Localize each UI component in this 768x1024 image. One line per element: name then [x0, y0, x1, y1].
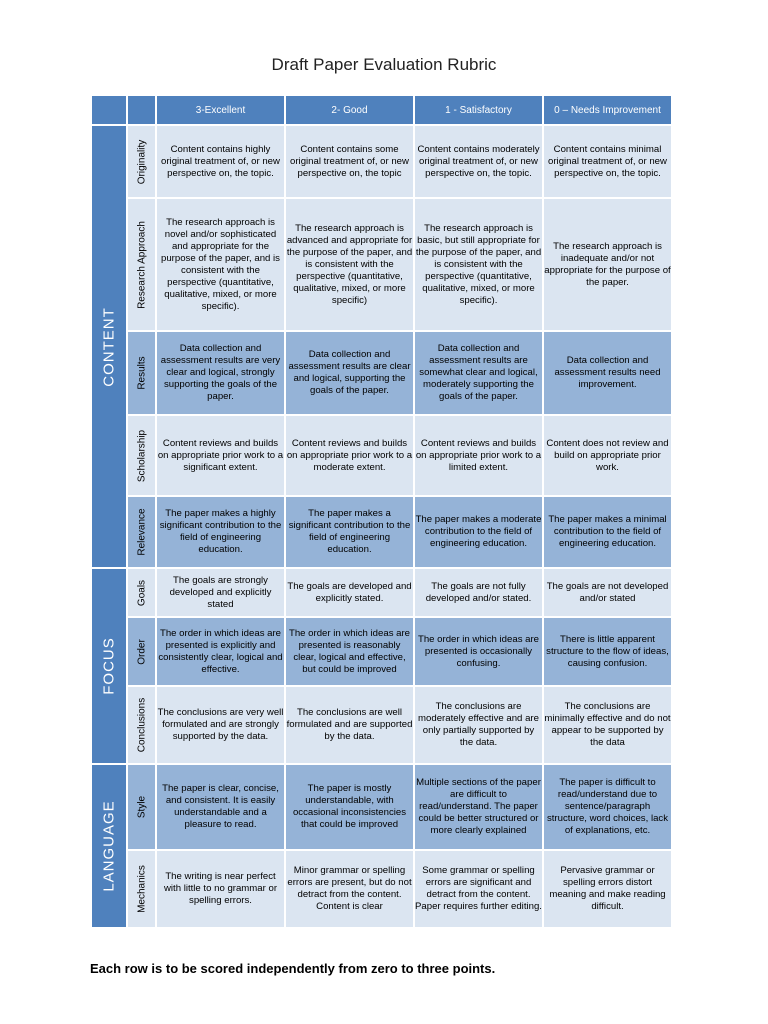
cell: The paper makes a significant contribution to the field of engineering education. — [286, 497, 413, 567]
group-content — [92, 126, 126, 567]
criterion-research-approach — [128, 199, 155, 330]
cell: The paper makes a moderate contribution to the field of engineering education. — [415, 497, 542, 567]
cell: The goals are not developed and/or stated — [544, 569, 671, 616]
cell: Minor grammar or spelling errors are present, but do not detract from the content. Content is clear — [286, 851, 413, 927]
row-goals — [92, 569, 671, 616]
rubric-table — [90, 94, 673, 929]
cell: The order in which ideas are presented is explicitly and consistently clear, logical and effective. — [157, 618, 284, 685]
cell: Data collection and assessment results are somewhat clear and logical, moderately supporting the goals of the paper. — [415, 332, 542, 414]
group-language — [92, 765, 126, 927]
cell: The order in which ideas are presented is occasionally confusing. — [415, 618, 542, 685]
group-label: LANGUAGE — [100, 800, 118, 892]
cell: Pervasive grammar or spelling errors distort meaning and make reading difficult. — [544, 851, 671, 927]
header-row — [92, 96, 671, 124]
cell: The conclusions are moderately effective and are only partially supported by the data. — [415, 687, 542, 763]
criterion-label: Mechanics — [136, 865, 147, 913]
criterion-relevance — [128, 497, 155, 567]
row-research-approach — [92, 199, 671, 330]
cell: The goals are strongly developed and explicitly stated — [157, 569, 284, 616]
page-title: Draft Paper Evaluation Rubric — [271, 55, 497, 74]
row-results — [92, 332, 671, 414]
header-corner-group — [92, 96, 126, 124]
criterion-label: Order — [136, 638, 147, 665]
scoring-note: Each row is to be scored independently from zero to three points. — [90, 961, 496, 976]
header-good: 2- Good — [286, 96, 413, 124]
criterion-scholarship — [128, 416, 155, 495]
cell: There is little apparent structure to the flow of ideas, causing confusion. — [544, 618, 671, 685]
cell: The research approach is basic, but still appropriate for the purpose of the paper, and is consistent with the perspective (quantitative, qualitative, mixed, or more specific). — [415, 199, 542, 330]
cell: The research approach is novel and/or sophisticated and appropriate for the purpose of the paper, and is consistent with the perspective (quantitative, qualitative, mixed, or more specific). — [157, 199, 284, 330]
cell: The conclusions are minimally effective and do not appear to be supported by the data — [544, 687, 671, 763]
cell: The goals are not fully developed and/or stated. — [415, 569, 542, 616]
cell: Content contains moderately original treatment of, or new perspective on, the topic. — [415, 126, 542, 197]
criterion-label: Research Approach — [136, 220, 147, 309]
row-scholarship — [92, 416, 671, 495]
row-relevance — [92, 497, 671, 567]
criterion-label: Goals — [136, 579, 147, 606]
criterion-order — [128, 618, 155, 685]
cell: Data collection and assessment results are clear and logical, supporting the goals of the paper. — [286, 332, 413, 414]
cell: Content contains some original treatment of, or new perspective on, the topic — [286, 126, 413, 197]
criterion-results — [128, 332, 155, 414]
cell: Data collection and assessment results need improvement. — [544, 332, 671, 414]
criterion-originality — [128, 126, 155, 197]
row-style — [92, 765, 671, 849]
cell: The paper is difficult to read/understand due to sentence/paragraph structure, word choices, lack of explanations, etc. — [544, 765, 671, 849]
group-label: CONTENT — [100, 306, 118, 387]
cell: Content contains highly original treatment of, or new perspective on, the topic. — [157, 126, 284, 197]
header-needs-improvement: 0 – Needs Improvement — [544, 96, 671, 124]
cell: Content reviews and builds on appropriate prior work to a limited extent. — [415, 416, 542, 495]
criterion-style — [128, 765, 155, 849]
criterion-label: Scholarship — [136, 429, 147, 482]
header-corner-criterion — [128, 96, 155, 124]
criterion-label: Results — [136, 356, 147, 390]
cell: The paper is clear, concise, and consistent. It is easily understandable and a pleasure to read. — [157, 765, 284, 849]
row-originality — [92, 126, 671, 197]
cell: Content reviews and builds on appropriate prior work to a significant extent. — [157, 416, 284, 495]
cell: The conclusions are well formulated and are supported by the data. — [286, 687, 413, 763]
row-mechanics — [92, 851, 671, 927]
criterion-mechanics — [128, 851, 155, 927]
cell: The writing is near perfect with little to no grammar or spelling errors. — [157, 851, 284, 927]
group-label: FOCUS — [100, 637, 118, 695]
cell: Multiple sections of the paper are difficult to read/understand. The paper could be better structured or more clearly explained — [415, 765, 542, 849]
group-focus — [92, 569, 126, 763]
cell: The conclusions are very well formulated and are strongly supported by the data. — [157, 687, 284, 763]
cell: The order in which ideas are presented is reasonably clear, logical and effective, but could be improved — [286, 618, 413, 685]
cell: The paper makes a highly significant contribution to the field of engineering education. — [157, 497, 284, 567]
row-conclusions — [92, 687, 671, 763]
cell: Some grammar or spelling errors are significant and detract from the content. Paper requires further editing. — [415, 851, 542, 927]
cell: Content reviews and builds on appropriate prior work to a moderate extent. — [286, 416, 413, 495]
criterion-label: Originality — [136, 139, 147, 184]
criterion-label: Relevance — [136, 508, 147, 556]
criterion-conclusions — [128, 687, 155, 763]
cell: The paper is mostly understandable, with occasional inconsistencies that could be improved — [286, 765, 413, 849]
header-satisfactory: 1 - Satisfactory — [415, 96, 542, 124]
cell: Content does not review and build on appropriate prior work. — [544, 416, 671, 495]
header-excellent: 3-Excellent — [157, 96, 284, 124]
criterion-label: Conclusions — [136, 697, 147, 753]
cell: The research approach is inadequate and/or not appropriate for the purpose of the paper. — [544, 199, 671, 330]
cell: The paper makes a minimal contribution to the field of engineering education. — [544, 497, 671, 567]
cell: The research approach is advanced and appropriate for the purpose of the paper, and is consistent with the perspective (quantitative, qualitative, mixed, or more specific) — [286, 199, 413, 330]
row-order — [92, 618, 671, 685]
cell: Data collection and assessment results are very clear and logical, strongly supporting the goals of the paper. — [157, 332, 284, 414]
cell: The goals are developed and explicitly stated. — [286, 569, 413, 616]
criterion-label: Style — [136, 795, 147, 819]
cell: Content contains minimal original treatment of, or new perspective on, the topic. — [544, 126, 671, 197]
criterion-goals — [128, 569, 155, 616]
